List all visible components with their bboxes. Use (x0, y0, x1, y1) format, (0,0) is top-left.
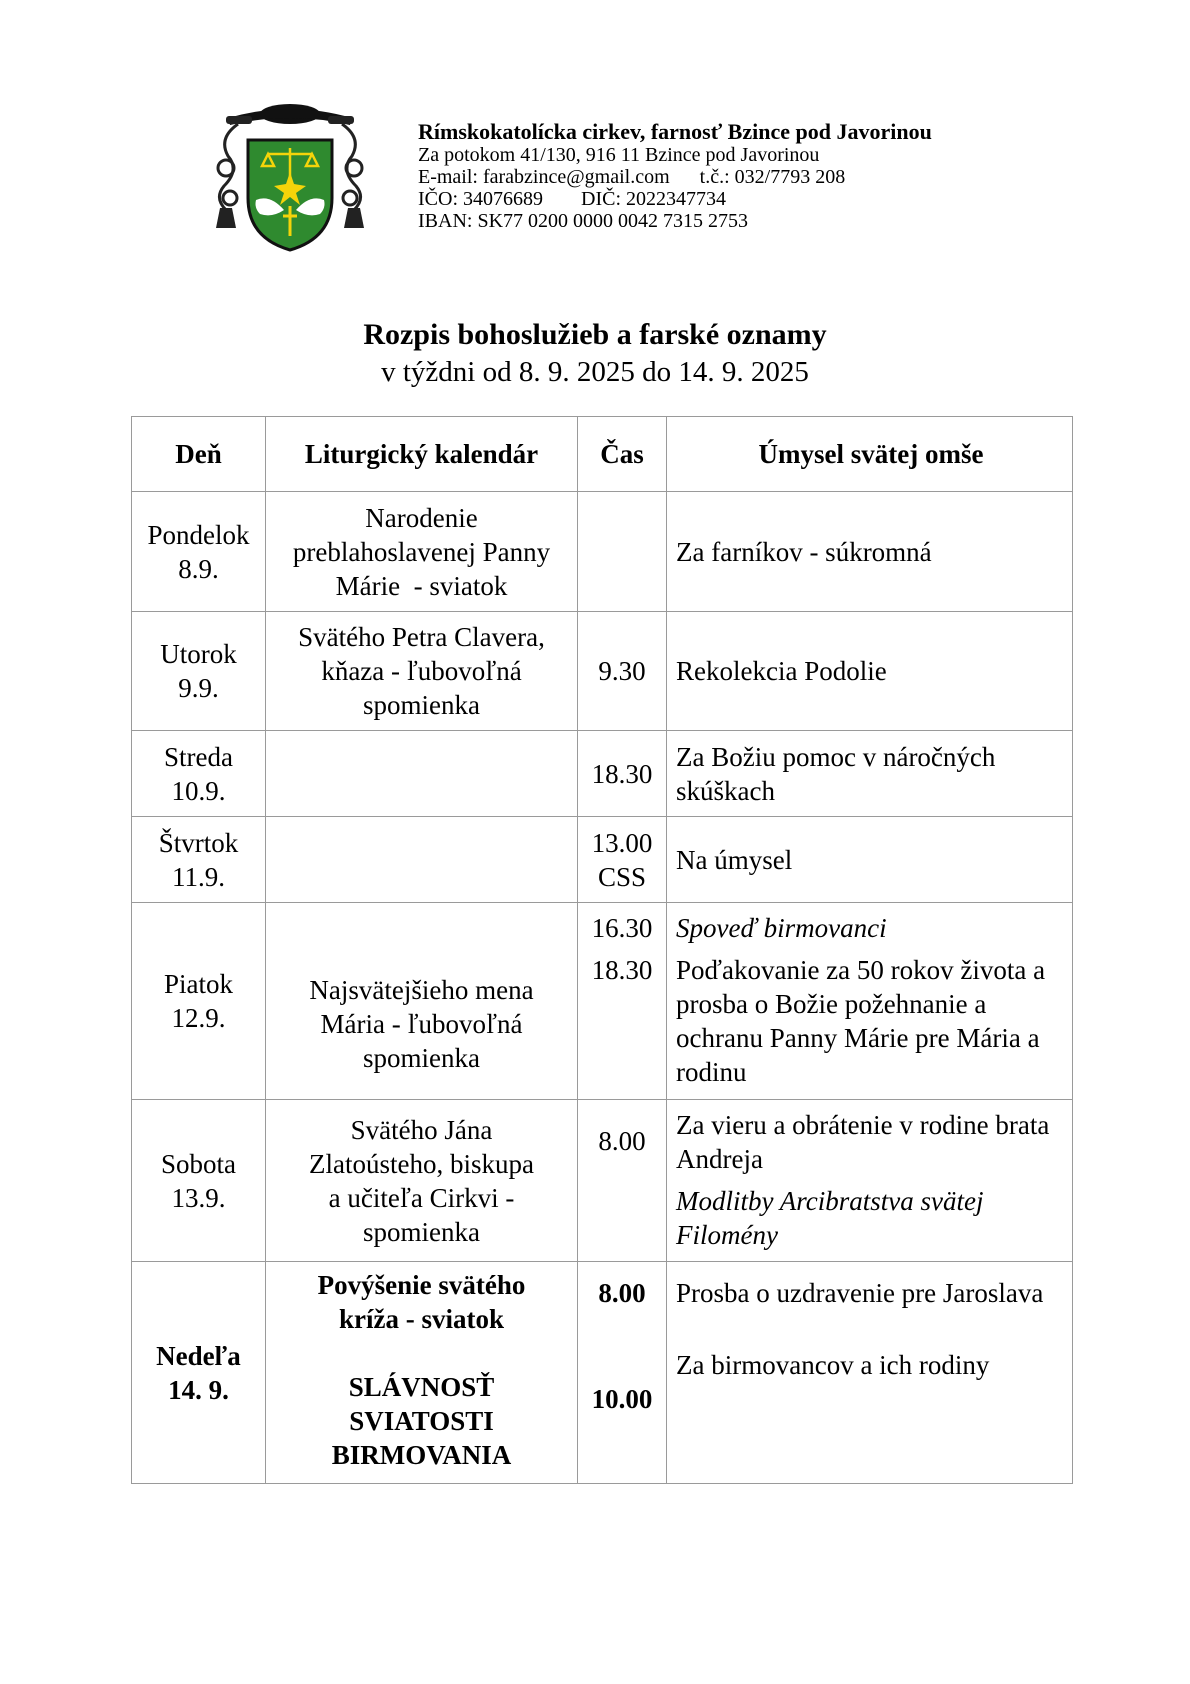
day-date: 8.9. (178, 553, 219, 584)
parish-coat-of-arms (210, 98, 370, 253)
liturgical-line: a učiteľa Cirkvi - (328, 1182, 515, 1213)
mass-time: 18.30 (591, 758, 653, 789)
page-subtitle: v týždni od 8. 9. 2025 do 14. 9. 2025 (381, 356, 809, 388)
day-name: Utorok (160, 639, 237, 669)
liturgical-line: kňaza - ľubovoľná (321, 656, 522, 686)
galero-hat-icon (226, 104, 354, 125)
ico: IČO: 34076689 (418, 188, 543, 210)
liturgical-line: Zlatoústeho, biskupa (309, 1148, 534, 1179)
table-row (132, 492, 1073, 612)
liturgical-line: BIRMOVANIA (331, 1440, 512, 1470)
day-name: Sobota (160, 1148, 236, 1179)
mass-time: 9.30 (598, 656, 646, 686)
day-name: Štvrtok (158, 827, 239, 858)
mass-intention: Na úmysel (676, 844, 793, 875)
liturgical-line: Márie - sviatok (335, 570, 508, 601)
shield-icon (248, 140, 332, 250)
mass-intention: Za farníkov - súkromná (676, 536, 932, 567)
liturgical-line: spomienka (363, 1043, 480, 1073)
email: E-mail: farabzince@gmail.com (418, 166, 670, 188)
liturgical-line: SVIATOSTI (349, 1406, 494, 1436)
mass-time: 8.00 (598, 1278, 646, 1308)
dic: DIČ: 2022347734 (581, 188, 726, 210)
schedule-table (131, 416, 1073, 1484)
mass-intention: Rekolekcia Podolie (676, 656, 887, 686)
liturgical-line: Narodenie (365, 502, 478, 533)
table-header-row (132, 417, 1073, 492)
mass-intention: Za vieru a obrátenie v rodine brata Andreja (676, 1110, 1050, 1174)
mass-time: 8.00 (598, 1126, 646, 1156)
day-date: 13.9. (171, 1182, 226, 1213)
day-name: Piatok (163, 969, 233, 999)
liturgical-line: Najsvätejšieho mena (309, 975, 534, 1005)
header-intention: Úmysel svätej omše (667, 417, 1073, 492)
liturgical-line: Mária - ľubovoľná (320, 1009, 523, 1039)
day-date: 14. 9. (168, 1374, 229, 1405)
day-date: 12.9. (171, 1003, 226, 1033)
day-name: Nedeľa (156, 1340, 241, 1371)
liturgical-line: spomienka (363, 1216, 480, 1247)
table-row (132, 903, 1073, 1100)
phone: t.č.: 032/7793 208 (699, 166, 846, 188)
liturgical-line: Svätého Jána (350, 1114, 493, 1145)
mass-intention: Poďakovanie za 50 rokov života a prosba o Božie požehnanie a ochranu Panny Márie pre Mária a rodinu (676, 955, 1046, 1087)
day-date: 9.9. (178, 673, 219, 703)
table-row (132, 817, 1073, 903)
liturgical-line: Svätého Petra Clavera, (298, 622, 545, 652)
table-row (132, 1262, 1073, 1484)
liturgical-line: SLÁVNOSŤ (348, 1372, 495, 1402)
liturgical-line: kríža - sviatok (339, 1304, 504, 1334)
parish-header (418, 120, 932, 232)
mass-intention: Za Božiu pomoc v náročných skúškach (676, 741, 996, 806)
organization-name: Rímskokatolícka cirkev, farnosť Bzince pod Javorinou (418, 119, 932, 144)
header-day: Deň (132, 417, 266, 492)
page-title: Rozpis bohoslužieb a farské oznamy (363, 318, 827, 351)
liturgical-line: spomienka (363, 690, 480, 720)
day-name: Pondelok (147, 519, 250, 550)
header-liturgical: Liturgický kalendár (266, 417, 578, 492)
table-row (132, 612, 1073, 731)
header-time: Čas (578, 417, 667, 492)
mass-intention: Za birmovancov a ich rodiny (676, 1350, 990, 1380)
mass-intention: Modlitby Arcibratstva svätej Filomény (676, 1186, 984, 1250)
liturgical-line: Povýšenie svätého (317, 1270, 526, 1300)
mass-time: 13.00 (591, 827, 653, 858)
mass-time: 10.00 (591, 1384, 653, 1414)
liturgical-line: preblahoslavenej Panny (292, 536, 551, 567)
day-name: Streda (164, 741, 233, 772)
day-date: 11.9. (172, 861, 225, 892)
address: Za potokom 41/130, 916 11 Bzince pod Javorinou (418, 144, 820, 166)
table-row (132, 731, 1073, 817)
mass-intention: Prosba o uzdravenie pre Jaroslava (676, 1278, 1044, 1308)
mass-time: 18.30 (591, 955, 653, 985)
mass-time: 16.30 (591, 913, 653, 943)
mass-intention: Spoveď birmovanci (676, 913, 887, 943)
table-row (132, 1100, 1073, 1262)
day-date: 10.9. (171, 775, 226, 806)
mass-location: CSS (597, 861, 647, 892)
iban: IBAN: SK77 0200 0000 0042 7315 2753 (418, 210, 749, 232)
